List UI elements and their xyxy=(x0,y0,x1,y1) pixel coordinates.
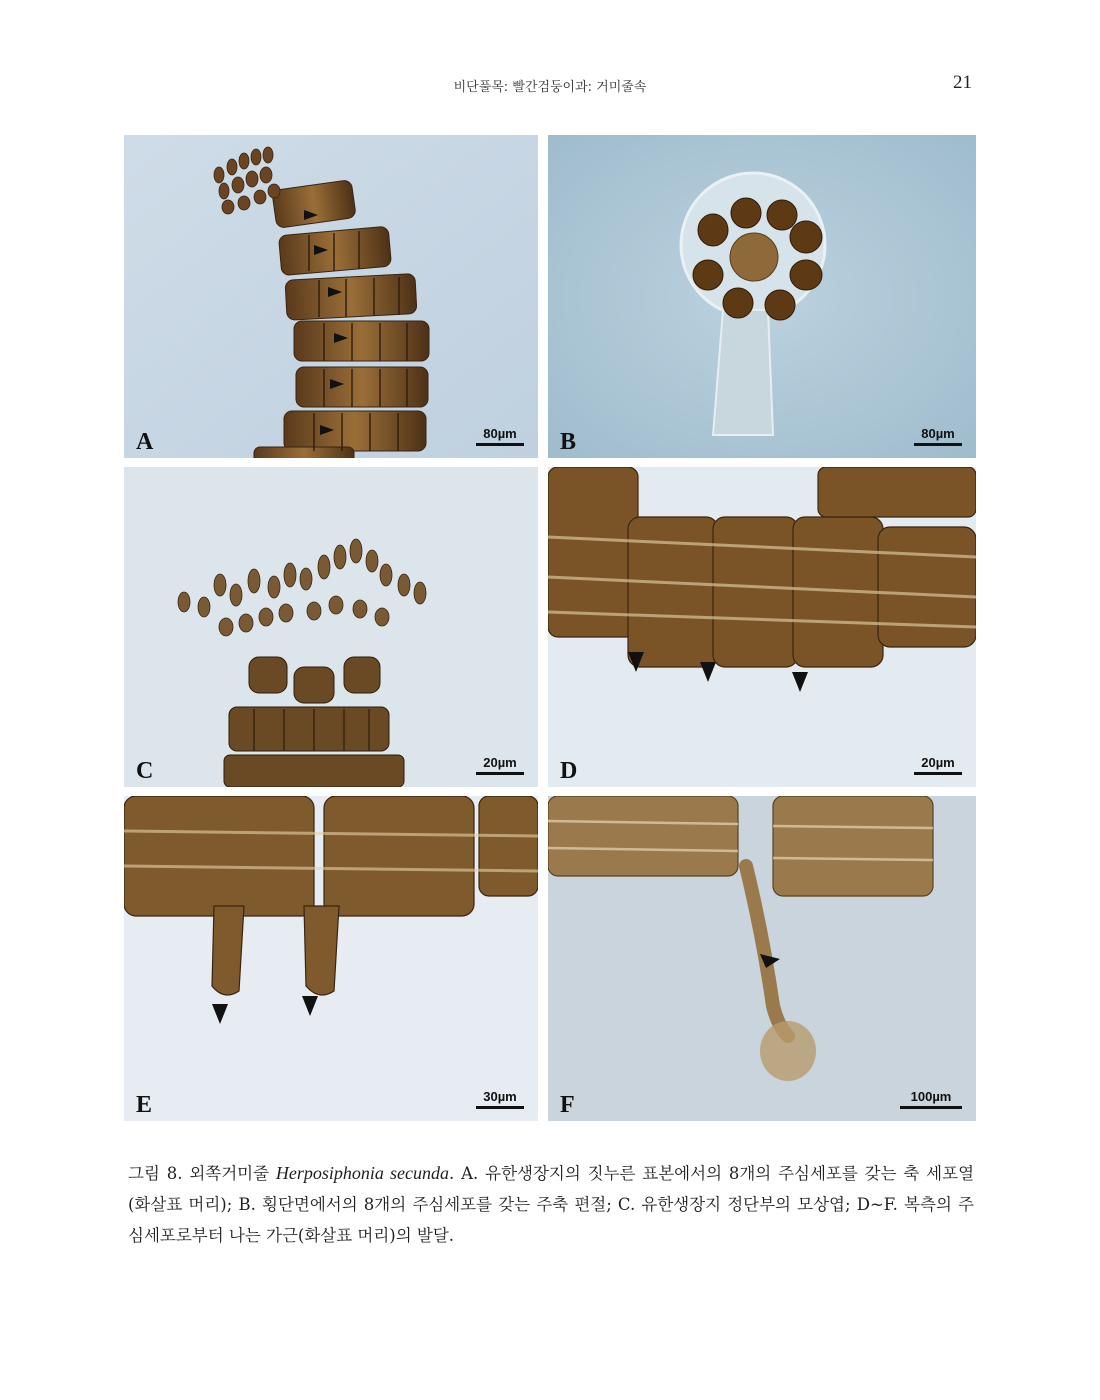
panel-a-scale-label: 80µm xyxy=(483,426,517,441)
panel-e-letter: E xyxy=(136,1092,153,1118)
panel-c-scalebar xyxy=(476,755,524,775)
caption-body: . A. 유한생장지의 짓누른 표본에서의 8개의 주심세포를 갖는 축 세포열(화살표 머리); B. 횡단면에서의 8개의 주심세포를 갖는 주축 편절; C. 유한생장지 정단부의 모상엽; D~F. 복측의 주심세포로부터 나는 가근(화살표 머리)의 발달. xyxy=(128,1164,975,1245)
panel-c-letter: C xyxy=(136,758,154,784)
panel-f-scale-label: 100µm xyxy=(910,1089,952,1104)
figure-caption xyxy=(128,1158,974,1251)
panel-a-letter: A xyxy=(136,429,154,455)
panel-e-scale-line xyxy=(476,1106,524,1109)
panel-e-photo xyxy=(124,796,538,1121)
panel-b-letter: B xyxy=(560,429,577,455)
panel-d-image xyxy=(548,467,976,787)
panel-b-scale-line xyxy=(914,443,962,446)
caption-prefix: 그림 8. 외쪽거미줄 xyxy=(128,1164,276,1183)
panel-f-image xyxy=(548,796,976,1121)
panel-b-image xyxy=(548,135,976,458)
panel-d-scale-line xyxy=(914,772,962,775)
panel-c-image xyxy=(124,467,538,787)
panel-b-scale-label: 80µm xyxy=(921,426,955,441)
panel-f-photo xyxy=(548,796,976,1121)
panel-f-scalebar xyxy=(900,1089,962,1109)
caption-species: Herposiphonia secunda xyxy=(275,1163,450,1183)
running-head: 비단풀목: 빨간검둥이과: 거미줄속 xyxy=(453,80,647,95)
panel-b-scalebar xyxy=(914,426,962,446)
panel-d-letter: D xyxy=(560,758,578,784)
panel-c-photo xyxy=(124,467,538,787)
panel-e-scalebar xyxy=(476,1089,524,1109)
panel-f-letter: F xyxy=(560,1092,575,1118)
panel-a-photo xyxy=(124,135,538,458)
panel-d-scale-label: 20µm xyxy=(921,755,955,770)
panel-a-scale-line xyxy=(476,443,524,446)
panel-c-scale-line xyxy=(476,772,524,775)
panel-f-scale-line xyxy=(900,1106,962,1109)
panel-e-image xyxy=(124,796,538,1121)
panel-a-image xyxy=(124,135,538,458)
panel-c-scale-label: 20µm xyxy=(483,755,517,770)
page-number: 21 xyxy=(953,72,972,93)
panel-a-scalebar xyxy=(476,426,524,446)
panel-d-scalebar xyxy=(914,755,962,775)
panel-b-photo xyxy=(548,135,976,458)
panel-e-scale-label: 30µm xyxy=(483,1089,517,1104)
panel-d-photo xyxy=(548,467,976,787)
